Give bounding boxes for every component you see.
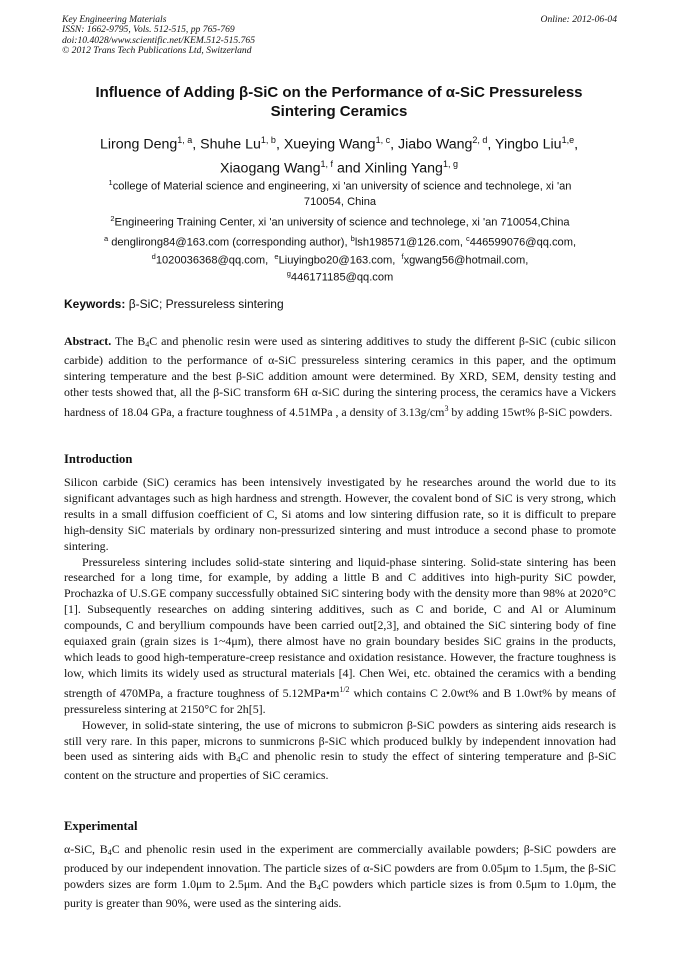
author-superscript: 2, d (472, 135, 488, 145)
abstract-label: Abstract. (64, 334, 112, 348)
subscript: 4 (236, 755, 241, 765)
affiliation-text: college of Material science and engineering, xi 'an university of science and technolege, xi 'an (112, 180, 572, 193)
copyright-line: © 2012 Trans Tech Publications Ltd, Switzerland (62, 45, 252, 57)
email-key: d (151, 251, 156, 261)
email-address[interactable]: 446599076@qq.com, (469, 236, 577, 249)
paragraph: Silicon carbide (SiC) ceramics has been intensively investigated by he researches around the world due to its significant advantages such as high hardness and strength. However, the covalent bond of SiC is very strong, which results in a small diffusion coefficient of C, Si atoms and low sintering diffusion rate, so it is difficult to prepare high-density SiC materials by ordinary non-pressurized sintering and must introduce a second phase to promote sintering. (64, 475, 616, 553)
author-name: Xiaogang Wang (220, 160, 321, 177)
paragraph (64, 555, 616, 718)
email-key: e (274, 251, 279, 261)
affiliation-text: 710054, China (303, 195, 377, 208)
paragraph-text: C and phenolic resin used in the experiment are commercially available powders; β-SiC powders are produced by our independent innovation. The particle sizes of α-SiC powders are from 0.05μm to 1.5μm, the β-SiC powders sizes are form 1.0μm to 2.5μm. And the B (64, 842, 616, 891)
subscript: 4 (316, 882, 321, 892)
affiliation-number: 2 (110, 214, 115, 223)
paragraph (64, 718, 616, 785)
paragraph (64, 842, 616, 912)
online-date: Online: 2012-06-04 (540, 14, 617, 25)
email-key: f (401, 251, 404, 261)
affiliation-2 (66, 211, 614, 231)
paragraph-text: C and phenolic resin to study the effect of sintering temperature and β-SiC content on the structure and properties of SiC ceramics. (64, 749, 616, 783)
email-address[interactable]: xgwang56@hotmail.com, (403, 254, 529, 267)
paragraph-text: However, in solid-state sintering, the use of microns to submicron β-SiC powders as sintering aids research is still very rare. In this paper, microns to sunmicrons β-SiC which produced bulkly by independent innovation had been used as sintering aids with B (64, 717, 616, 764)
author-name: Jiabo Wang (397, 136, 473, 153)
author-name: Xueying Wang (283, 136, 376, 153)
superscript: 3 (444, 403, 449, 413)
superscript: 1/2 (339, 684, 350, 694)
paragraph-text: C powders which particle sizes is from 0.5μm to 1.0μm, the purity is greater than 90%, were used as the sintering aids. (64, 876, 616, 910)
abstract-text: by adding 15wt% β-SiC powders. (451, 404, 613, 419)
author-list: Lirong Deng$^{1, a}$, Shuhe Lu$^{1, b}$, Xueying Wang$^{1, c}$, Jiabo Wang$^{2, d}$, Yingbo Liu$^{1,e}$, Xiaogang Wang$^{1, f}$ and Xinling Yang$^{1, g}$ (99, 135, 579, 177)
journal-name: Key Engineering Materials (62, 14, 167, 25)
author-superscript: 1, f (320, 158, 333, 169)
keywords-label: Keywords: (64, 297, 126, 311)
affiliation-number: 1 (108, 178, 113, 187)
email-key: a (103, 234, 109, 243)
abstract-text: The B (114, 334, 146, 348)
email-address[interactable]: lsh198571@126.com, (354, 236, 463, 249)
author-superscript: 1, g (442, 158, 458, 169)
paragraph-text: Pressureless sintering includes solid-state sintering and liquid-phase sintering. Solid-state sintering has been researched for a long time, for example, by adding a little B and C additives into high-purity SiC powder, Prochazka of U.S.GE company successfully obtained SiC sintering body with the density more than 98% at 2020°C [1]. Subsequently researches on adding sintering additives, such as C and boride, C and Al or Aluminum compounds, C and beryllium compounds have been carried out[2,3], and obtained the SiC sintering body of fine equiaxed grain (grain sizes is 1~4μm), there almost have no grain boundary besides SiC grains in the products, which leads to good high-temperature-creep resistance and oxidation resistance. However, the fracture toughness is low, which limits its widely used as structural materials [4]. Chen Wei, etc. obtained the ceramics with a bending strength of 470MPa, a fracture toughness of 5.12MPa•m (64, 554, 616, 700)
author-superscript: 1, a (177, 135, 193, 145)
paper-title (62, 83, 616, 121)
paragraph-text: α-SiC, B (64, 842, 108, 856)
paragraph-text: which contains C 2.0wt% and B 1.0wt% by means of pressureless sintering at 2150°C for 2h[5]. (64, 685, 616, 716)
keywords (64, 297, 618, 312)
email-address[interactable]: 446171185@qq.com (290, 272, 394, 285)
email-list (66, 232, 614, 285)
email-key: g (286, 269, 291, 279)
issn-line: ISSN: 1662-9795, Vols. 512-515, pp 765-769 (62, 24, 235, 36)
email-address[interactable]: Liuyingbo20@163.com, (278, 254, 396, 267)
subscript: 4 (107, 848, 112, 857)
section-heading-introduction: Introduction (64, 452, 133, 466)
author-superscript: 1, b (260, 135, 276, 145)
author-superscript: 1,e (561, 135, 575, 145)
journal-header (62, 15, 617, 57)
introduction-body (64, 475, 616, 784)
author-name: Xinling Yang (364, 160, 443, 177)
author-superscript: 1, c (375, 135, 391, 145)
subscript: 4 (145, 340, 150, 349)
title-line-2: Sintering Ceramics (270, 103, 408, 120)
author-name: Shuhe Lu (200, 136, 261, 153)
affiliation-text: Engineering Training Center, xi 'an university of science and technolege, xi 'an 710054,China (114, 216, 570, 229)
abstract-text: C and phenolic resin were used as sintering additives to study the different β-SiC (cubic silicon carbide) addition to the performance of α-SiC pressureless sintering ceramics in this paper, and the optimum sintering temperature and the best β-SiC addition amount were determined. By XRD, SEM, density testing and other tests showed that, all the β-SiC transform 6H α-SiC during the sintering process, the ceramics have a Vickers hardness of 18.04 GPa, a fracture toughness of 4.51MPa , a density of 3.13g/cm (64, 334, 617, 419)
abstract (64, 334, 616, 421)
keywords-text: β-SiC; Pressureless sintering (128, 297, 284, 311)
affiliation-1 (66, 175, 614, 210)
section-heading-experimental: Experimental (64, 819, 138, 833)
author-name: Yingbo Liu (495, 136, 562, 153)
experimental-body (64, 842, 616, 912)
email-address[interactable]: denglirong84@163.com (corresponding author), (111, 236, 348, 249)
email-key: b (350, 234, 355, 243)
author-name: Lirong Deng (99, 136, 178, 153)
email-address[interactable]: 1020036368@qq.com, (155, 254, 269, 267)
author-conjunction: and (336, 160, 361, 177)
email-key: c (466, 234, 470, 243)
title-line-1: Influence of Adding β-SiC on the Performance of α-SiC Pressureless (95, 84, 583, 101)
doi-line: doi:10.4028/www.scientific.net/KEM.512-515.765 (62, 34, 256, 46)
